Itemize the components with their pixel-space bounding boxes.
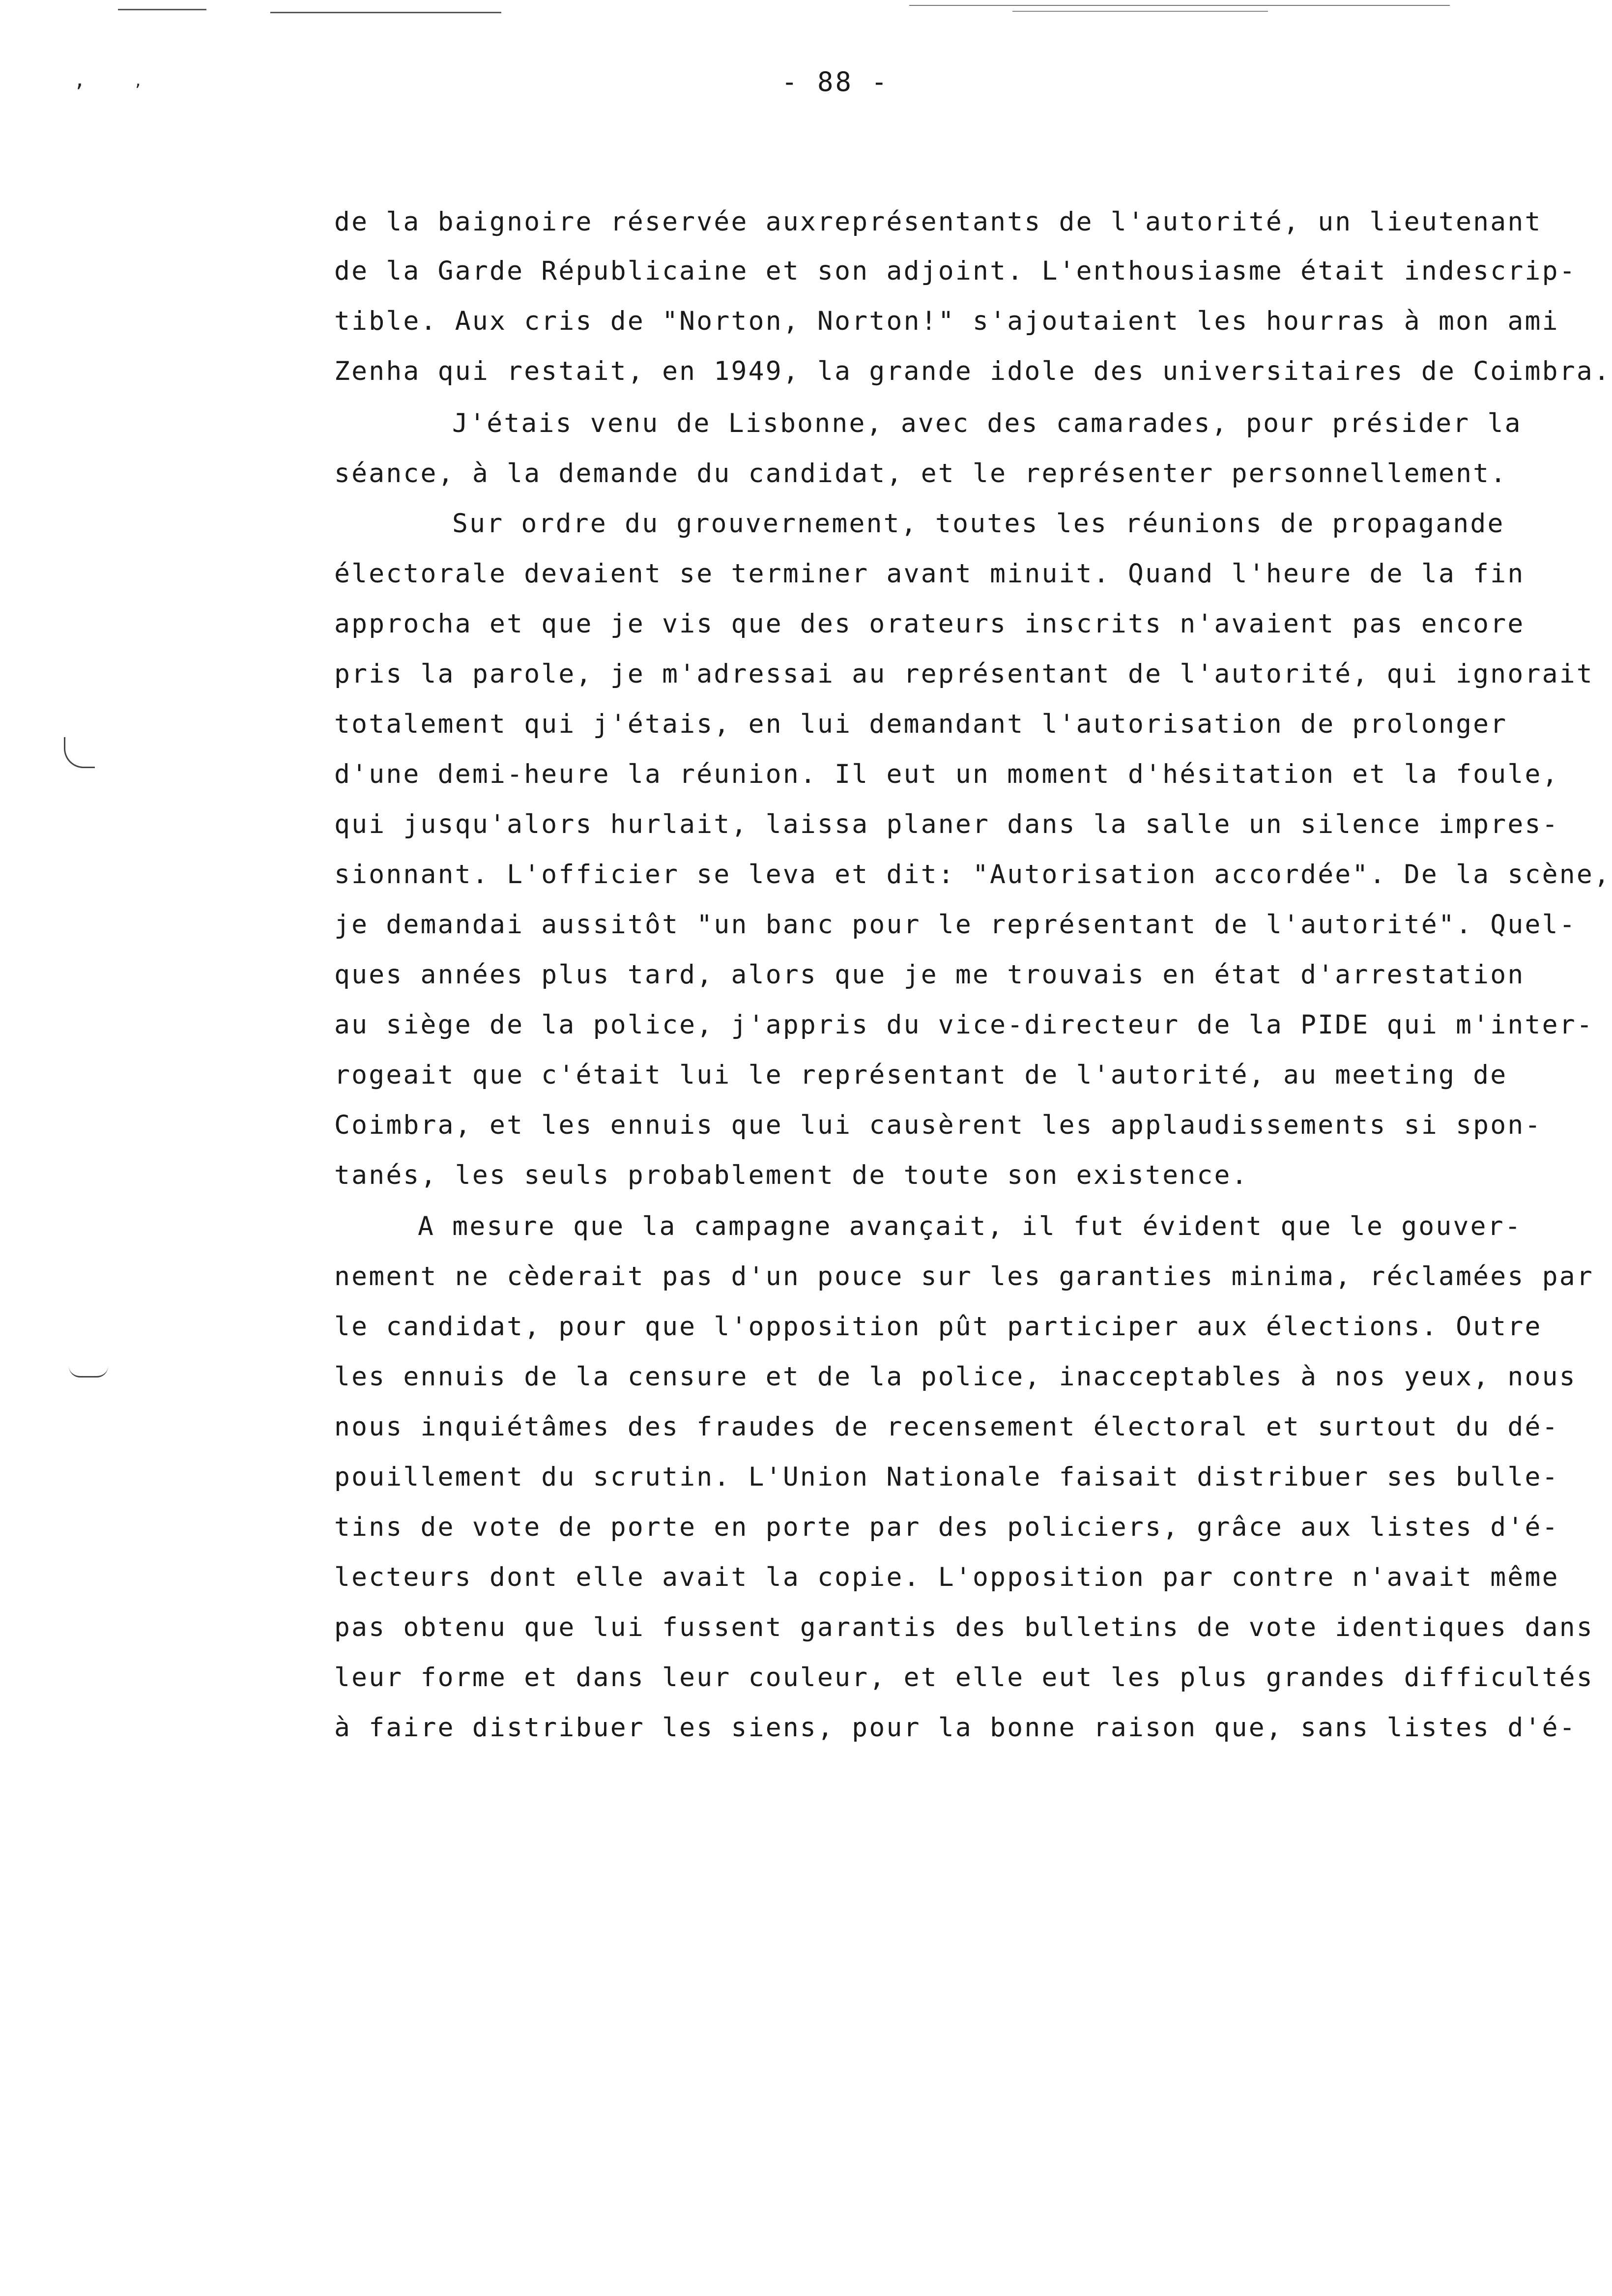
text-line: sionnant. L'officier se leva et dit: "Autorisation accordée". De la scène, <box>334 860 1612 890</box>
text-line: totalement qui j'étais, en lui demandant l'autorisation de prolonger <box>334 709 1508 739</box>
margin-mark <box>64 737 95 768</box>
text-line: tanés, les seuls probablement de toute son existence. <box>334 1160 1249 1190</box>
top-rule <box>118 9 206 10</box>
text-line: d'une demi-heure la réunion. Il eut un moment d'hésitation et la foule, <box>334 759 1559 789</box>
text-line: je demandai aussitôt "un banc pour le représentant de l'autorité". Quel- <box>334 910 1577 940</box>
text-line: tible. Aux cris de "Norton, Norton!" s'ajoutaient les hourras à mon ami <box>334 306 1559 336</box>
text-line: pas obtenu que lui fussent garantis des bulletins de vote identiques dans <box>334 1612 1594 1642</box>
text-line: J'étais venu de Lisbonne, avec des camarades, pour présider la <box>452 408 1522 438</box>
corner-mark: , <box>74 69 86 91</box>
page-number: - 88 - <box>781 66 890 97</box>
text-line: pris la parole, je m'adressai au représentant de l'autorité, qui ignorait <box>334 659 1594 689</box>
text-line: nement ne cèderait pas d'un pouce sur les garanties minima, réclamées par <box>334 1262 1594 1292</box>
text-line: rogeait que c'était lui le représentant de l'autorité, au meeting de <box>334 1060 1508 1090</box>
margin-mark <box>69 1366 108 1378</box>
text-line: au siège de la police, j'appris du vice-directeur de la PIDE qui m'inter- <box>334 1010 1594 1040</box>
text-line: le candidat, pour que l'opposition pût participer aux élections. Outre <box>334 1312 1542 1342</box>
text-line: ques années plus tard, alors que je me trouvais en état d'arrestation <box>334 960 1525 990</box>
text-line: de la baignoire réservée auxreprésentants de l'autorité, un lieutenant <box>334 207 1542 237</box>
text-line: Zenha qui restait, en 1949, la grande idole des universitaires de Coimbra. <box>334 356 1612 386</box>
top-rule <box>270 12 501 13</box>
text-line: électorale devaient se terminer avant minuit. Quand l'heure de la fin <box>334 559 1525 589</box>
text-line: approcha et que je vis que des orateurs inscrits n'avaient pas encore <box>334 609 1525 639</box>
text-line: lecteurs dont elle avait la copie. L'opposition par contre n'avait même <box>334 1562 1559 1592</box>
text-line: les ennuis de la censure et de la police, inacceptables à nos yeux, nous <box>334 1362 1577 1392</box>
text-line: qui jusqu'alors hurlait, laissa planer dans la salle un silence impres- <box>334 809 1559 839</box>
text-line: leur forme et dans leur couleur, et elle eut les plus grandes difficultés <box>334 1663 1594 1693</box>
text-line: A mesure que la campagne avançait, il fut évident que le gouver- <box>418 1211 1522 1241</box>
text-line: Coimbra, et les ennuis que lui causèrent les applaudissements si spon- <box>334 1110 1542 1140</box>
top-rule <box>1012 11 1268 12</box>
text-line: nous inquiétâmes des fraudes de recensement électoral et surtout du dé- <box>334 1412 1559 1442</box>
text-line: tins de vote de porte en porte par des policiers, grâce aux listes d'é- <box>334 1512 1559 1542</box>
corner-mark: , <box>134 73 143 90</box>
text-line: Sur ordre du grouvernement, toutes les réunions de propagande <box>452 509 1505 539</box>
text-line: de la Garde Républicaine et son adjoint. L'enthousiasme était indescrip- <box>334 256 1577 286</box>
text-line: à faire distribuer les siens, pour la bonne raison que, sans listes d'é- <box>334 1713 1577 1743</box>
top-rule <box>909 5 1450 6</box>
text-line: séance, à la demande du candidat, et le représenter personnellement. <box>334 459 1508 488</box>
text-line: pouillement du scrutin. L'Union Nationale faisait distribuer ses bulle- <box>334 1462 1559 1492</box>
